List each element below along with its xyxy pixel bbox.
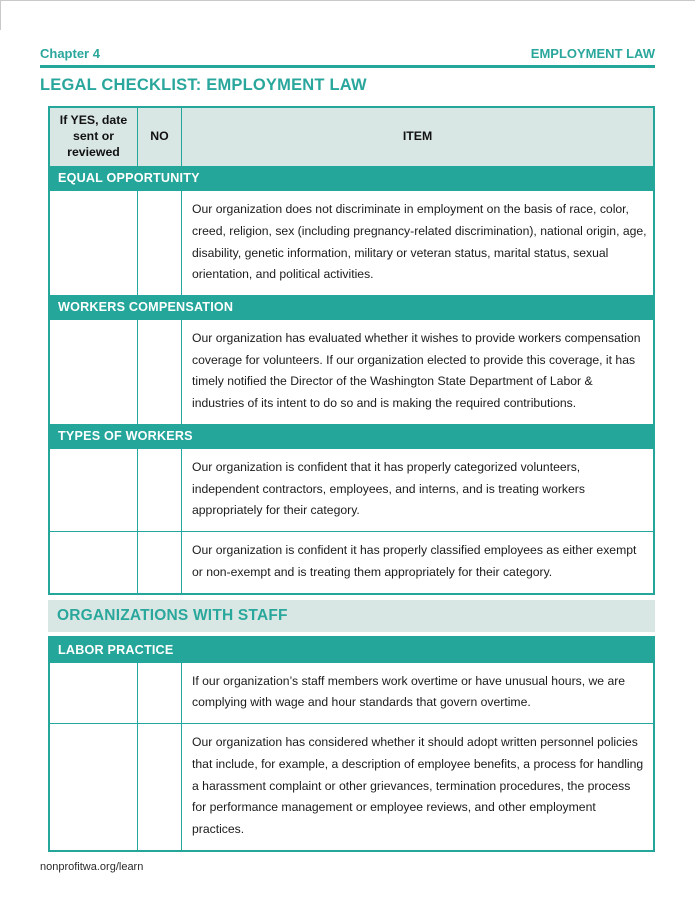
item-text: If our organization’s staff members work overtime or have unusual hours, we are complying with wage and hour standards that govern overtime. bbox=[192, 673, 626, 710]
footer-link: nonprofitwa.org/learn bbox=[40, 861, 144, 873]
yes-date-cell bbox=[50, 532, 138, 592]
no-cell bbox=[138, 320, 182, 424]
column-header-item: ITEM bbox=[182, 108, 653, 166]
column-header-no: NO bbox=[138, 108, 182, 166]
item-text: Our organization has considered whether it should adopt written personnel policies that include, for example, a description of employee benefits, a process for handling a harassment complaint or other grievances, termination procedures, the process for performance management or employee reviews, and other employment practices. bbox=[192, 735, 644, 837]
item-text: Our organization has evaluated whether it wishes to provide workers compensation coverage for volunteers. If our organization elected to provide this coverage, it has timely notified the Director of the Washington State Department of Labor & industries of its intent to do so and is making the required contributions. bbox=[192, 331, 641, 411]
column-header-yes-date: If YES, date sent or reviewed bbox=[50, 108, 138, 166]
checklist-row bbox=[50, 531, 653, 592]
header-right-label: EMPLOYMENT LAW bbox=[530, 46, 655, 61]
checklist-row bbox=[50, 191, 653, 295]
page-footer bbox=[40, 861, 655, 873]
item-text: Our organization is confident that it has properly categorized volunteers, independent contractors, employees, and interns, and is treating workers appropriately for their category. bbox=[192, 460, 585, 518]
header-rule bbox=[40, 65, 655, 68]
yes-date-cell bbox=[50, 320, 138, 424]
no-cell bbox=[138, 724, 182, 850]
yes-date-cell bbox=[50, 663, 138, 723]
page-header bbox=[40, 46, 655, 61]
checklist-row bbox=[50, 723, 653, 850]
table-header-row bbox=[50, 108, 653, 166]
legal-checklist bbox=[48, 106, 655, 852]
no-cell bbox=[138, 191, 182, 295]
checklist-table-segment bbox=[48, 106, 655, 595]
checklist-row bbox=[50, 449, 653, 531]
section-header-labor-practice: LABOR PRACTICE bbox=[50, 638, 653, 663]
chapter-label: Chapter 4 bbox=[40, 46, 100, 61]
yes-date-cell bbox=[50, 191, 138, 295]
no-cell bbox=[138, 532, 182, 592]
yes-date-cell bbox=[50, 724, 138, 850]
checklist-row bbox=[50, 663, 653, 723]
staff-section-band: ORGANIZATIONS WITH STAFF bbox=[48, 600, 655, 632]
section-header-types-of-workers: TYPES OF WORKERS bbox=[50, 424, 653, 449]
no-cell bbox=[138, 449, 182, 531]
section-header-equal-opportunity: EQUAL OPPORTUNITY bbox=[50, 166, 653, 191]
section-header-workers-compensation: WORKERS COMPENSATION bbox=[50, 295, 653, 320]
checklist-row bbox=[50, 320, 653, 424]
checklist-table-segment bbox=[48, 636, 655, 852]
yes-date-cell bbox=[50, 449, 138, 531]
item-text: Our organization is confident it has properly classified employees as either exempt or non-exempt and is treating them appropriately for their category. bbox=[192, 543, 637, 579]
no-cell bbox=[138, 663, 182, 723]
item-text: Our organization does not discriminate in employment on the basis of race, color, creed, religion, sex (including pregnancy-related discrimination), national origin, age, disability, genetic information, military or veteran status, marital status, sexual orientation, and political activities. bbox=[192, 202, 647, 282]
page-title: LEGAL CHECKLIST: EMPLOYMENT LAW bbox=[40, 76, 367, 94]
